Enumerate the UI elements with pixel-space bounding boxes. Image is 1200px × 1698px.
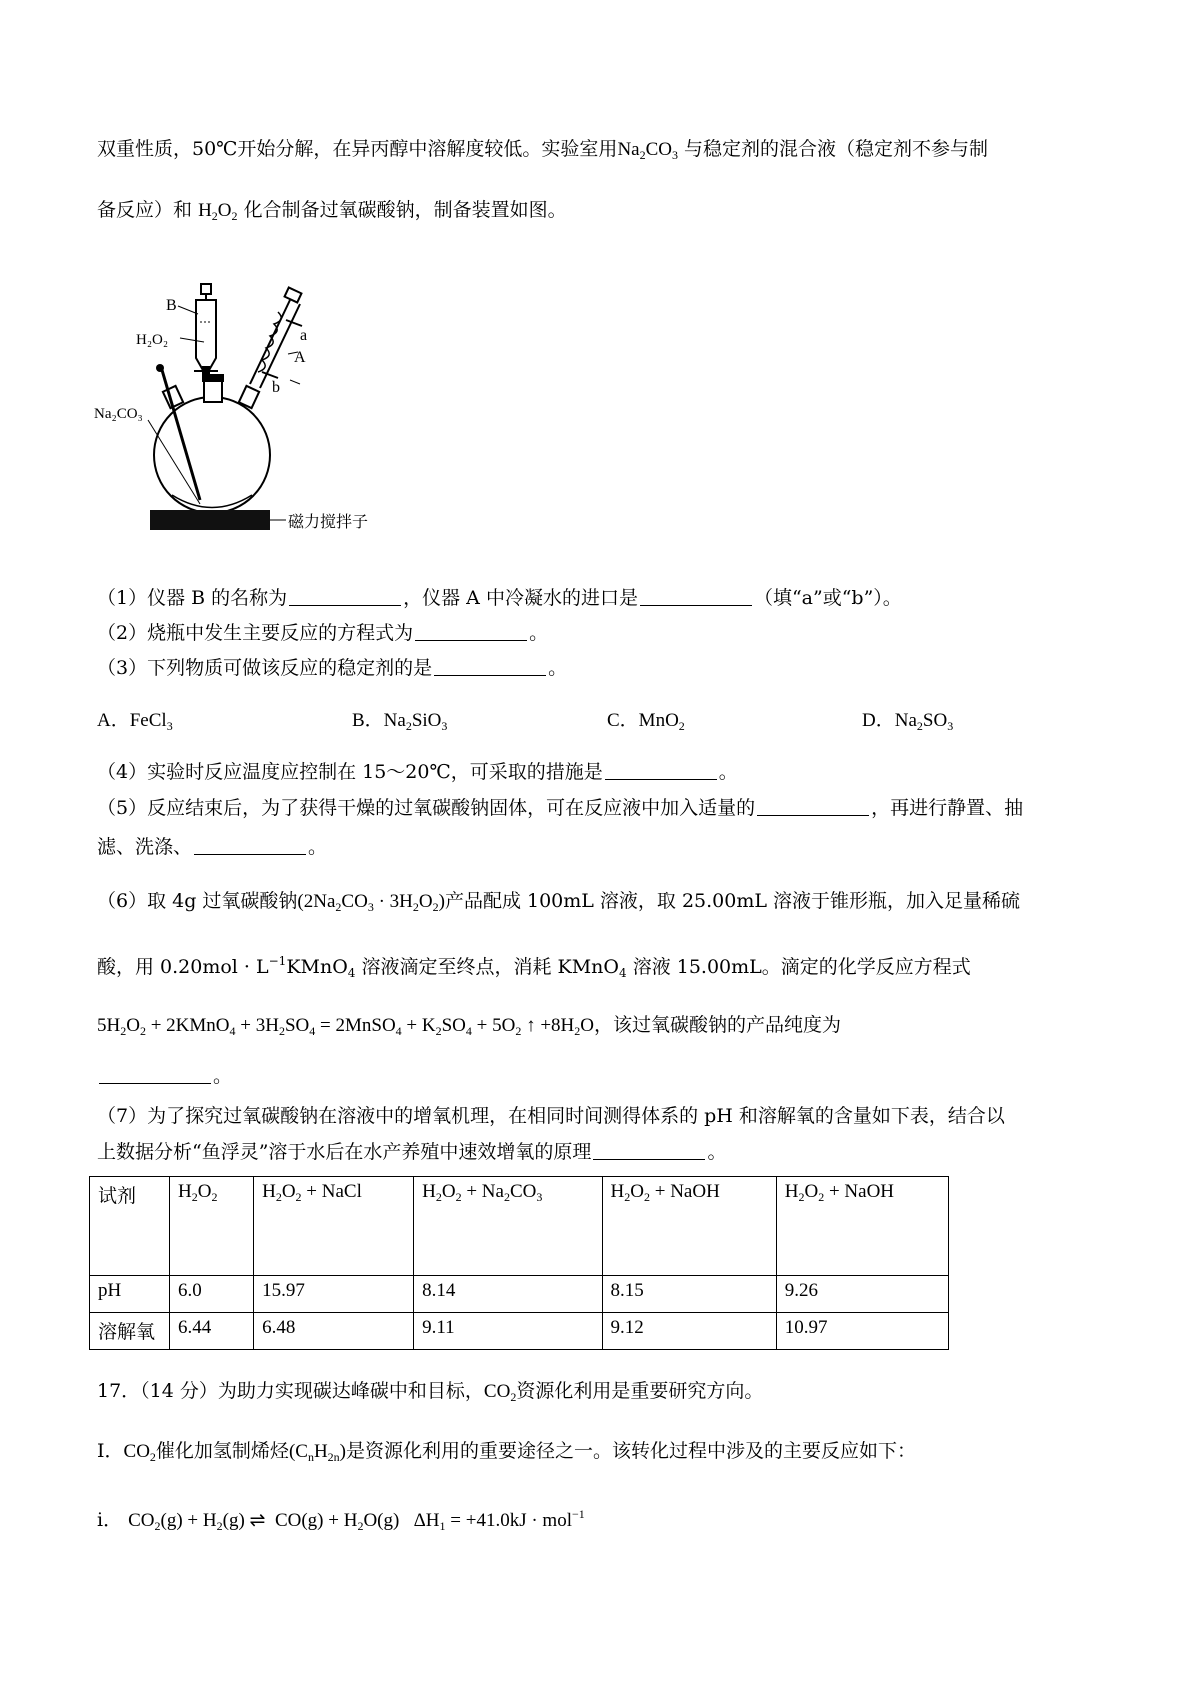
question-6-line-1: （6）取 4g 过氧碳酸钠$(2Na_2CO_3 \cdot 3H_2O_2)$产品配成 100mL 溶液，取 25.00mL 溶液于锥形瓶，加入足量稀硫 <box>97 890 1021 914</box>
magnetic-stirrer-plate <box>150 510 270 530</box>
table-cell: 溶解氧 <box>90 1313 170 1350</box>
table-header-cell: 试剂 <box>90 1177 170 1276</box>
table-cell: 9.11 <box>414 1313 602 1350</box>
table-cell: 9.26 <box>776 1276 948 1313</box>
intro-line-2 <box>97 195 1110 231</box>
answer-blank[interactable] <box>757 795 869 816</box>
question-6-line-2: 酸，用 $0.20mol \cdot L^{-1}KMnO_4$ 溶液滴定至终点，消耗 KMnO$_4$ 溶液 15.00mL。滴定的化学反应方程式 <box>97 954 971 980</box>
label-a-inlet: a <box>300 327 308 344</box>
intro-text: 备反应）和 <box>97 199 193 221</box>
question-5-line-2: 滤、洗涤、 。 <box>97 836 328 858</box>
table-cell: 6.44 <box>170 1313 254 1350</box>
round-bottom-flask <box>154 397 270 513</box>
answer-blank[interactable] <box>194 834 306 855</box>
table-cell: 6.48 <box>254 1313 414 1350</box>
formula-na2co3: $Na_2CO_3$ <box>617 139 678 162</box>
formula-percarbonate: $(2Na_2CO_3 \cdot 3H_2O_2)$ <box>297 891 445 914</box>
formula-h2o2: $H_2O_2$ <box>198 200 238 223</box>
table-row <box>90 1276 949 1313</box>
option-a[interactable]: A．FeCl$_3$ <box>97 710 173 733</box>
answer-blank[interactable] <box>415 620 527 641</box>
question-3: （3）下列物质可做该反应的稳定剂的是 。 <box>97 657 568 679</box>
option-c[interactable]: C．MnO$_2$ <box>607 710 685 733</box>
label-a-condenser: A <box>294 349 306 366</box>
label-na2co3: Na₂CO₃ <box>94 406 143 422</box>
intro-line-1 <box>97 134 1110 170</box>
answer-blank[interactable] <box>99 1063 211 1084</box>
question-1: （1）仪器 B 的名称为 ，仪器 A 中冷凝水的进口是 （填“a”或“b”）。 <box>97 587 902 609</box>
reaction-equation: $CO_2(g) + H_2(g)$ ⇌ $CO(g) + H_2O(g) \Delta H_1 = +41.0kJ \cdot mol^{-1}$ <box>128 1507 585 1533</box>
option-b[interactable]: B．$Na_2SiO_3$ <box>352 710 448 733</box>
table-cell: 6.0 <box>170 1276 254 1313</box>
table-header-cell: $H_2O_2$ + NaCl <box>254 1177 414 1276</box>
answer-blank[interactable] <box>289 585 401 606</box>
answer-blank[interactable] <box>434 655 546 676</box>
label-b-funnel: B <box>166 297 177 314</box>
reagent-table <box>89 1176 949 1350</box>
question-6-line-3: $5H_2O_2$ + 2KMnO$_4$ + $3H_2SO_4$ = 2MnSO$_4$ + $K_2SO_4 + 5O_2$ ↑ $+8H_2O$，该过氧碳酸钠的产品纯度为 <box>97 1014 842 1038</box>
part-1-intro: Ⅰ．$CO_2$催化加氢制烯烃$(C_nH_{2n})$是资源化利用的重要途径之一。该转化过程中涉及的主要反应如下： <box>97 1440 917 1464</box>
table-cell: 9.12 <box>602 1313 776 1350</box>
table-header-cell: $H_2O_2$ + NaOH <box>776 1177 948 1276</box>
question-2: （2）烧瓶中发生主要反应的方程式为 。 <box>97 622 549 644</box>
table-cell: 8.15 <box>602 1276 776 1313</box>
intro-text: 双重性质，50℃开始分解，在异丙醇中溶解度较低。实验室用 <box>97 138 618 160</box>
table-header-cell: $H_2O_2$ <box>170 1177 254 1276</box>
table-header-row <box>90 1177 949 1276</box>
question-5-line-1: （5）反应结束后，为了获得干燥的过氧碳酸钠固体，可在反应液中加入适量的 ，再进行静置、抽 <box>97 797 1024 819</box>
table-row <box>90 1313 949 1350</box>
question-17-heading: 17．（14 分）为助力实现碳达峰碳中和目标，$CO_2$资源化利用是重要研究方向。 <box>97 1380 764 1404</box>
question-6-line-4: 。 <box>97 1061 1110 1091</box>
label-magnetic-stirrer: 磁力搅拌子 <box>288 512 369 531</box>
reaction-i: i． $CO_2(g) + H_2(g)$ ⇌ $CO(g) + H_2O(g) \Delta H_1 = +41.0kJ \cdot mol^{-1}$ <box>97 1507 585 1533</box>
question-7-line-1: （7）为了探究过氧碳酸钠在溶液中的增氧机理，在相同时间测得体系的 pH 和溶解氧的含量如下表，结合以 <box>97 1105 1005 1127</box>
question-7-line-2: 上数据分析“鱼浮灵”溶于水后在水产养殖中速效增氧的原理 。 <box>97 1141 727 1163</box>
label-h2o2: H₂O₂ <box>136 332 169 348</box>
table-cell: 8.14 <box>414 1276 602 1313</box>
answer-blank[interactable] <box>593 1139 705 1160</box>
condenser <box>250 288 302 388</box>
table-cell: 10.97 <box>776 1313 948 1350</box>
titration-equation: $5H_2O_2$ + 2KMnO$_4$ + $3H_2SO_4$ = 2MnSO$_4$ + $K_2SO_4 + 5O_2$ ↑ $+8H_2O$ <box>97 1015 595 1038</box>
table-header-cell: $H_2O_2$ + NaOH <box>602 1177 776 1276</box>
table-header-cell: $H_2O_2 + Na_2CO_3$ <box>414 1177 602 1276</box>
label-b-inlet: b <box>272 379 280 396</box>
answer-blank[interactable] <box>640 585 752 606</box>
table-cell: pH <box>90 1276 170 1313</box>
intro-text: 化合制备过氧碳酸钠，制备装置如图。 <box>243 199 567 221</box>
option-d[interactable]: D．$Na_2SO_3$ <box>862 710 954 733</box>
dropping-funnel <box>194 284 218 378</box>
intro-text: 与稳定剂的混合液（稳定剂不参与制 <box>684 138 989 160</box>
question-4: （4）实验时反应温度应控制在 15～20℃，可采取的措施是 。 <box>97 761 738 783</box>
answer-blank[interactable] <box>605 759 717 780</box>
thermometer <box>162 370 200 500</box>
table-cell: 15.97 <box>254 1276 414 1313</box>
apparatus-diagram <box>94 280 430 550</box>
